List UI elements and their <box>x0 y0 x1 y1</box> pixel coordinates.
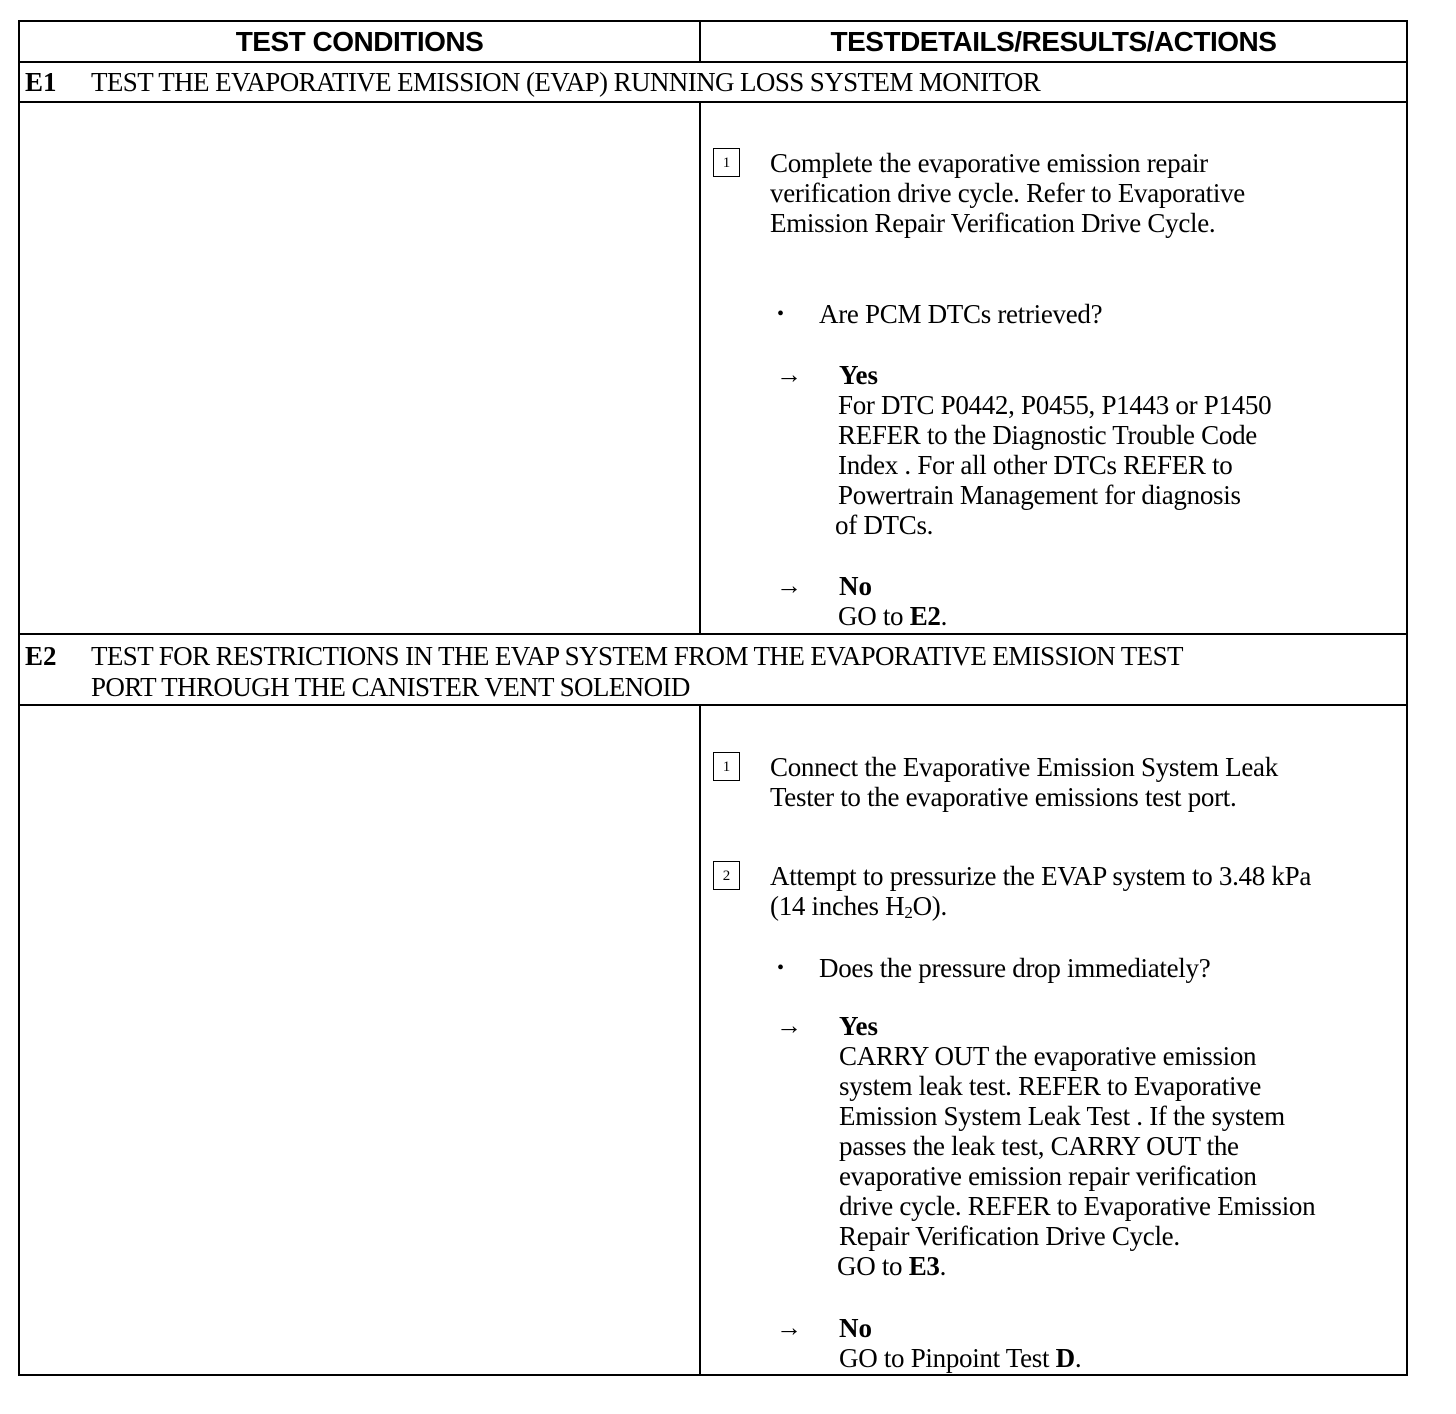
table-border-right <box>1406 20 1408 1376</box>
answer-yes-label: Yes <box>839 1011 878 1041</box>
answer-no-action: GO to Pinpoint Test D. <box>839 1343 1082 1373</box>
question-text: Does the pressure drop immediately? <box>819 953 1211 983</box>
bullet-icon: • <box>777 957 785 979</box>
answer-no-action: GO to E2. <box>838 601 948 631</box>
go-to-target: E2 <box>909 601 941 631</box>
step-text: Complete the evaporative emission repair verification drive cycle. Refer to Evaporative Emission Repair Verification Drive Cycle. <box>770 148 1245 238</box>
step-number-box: 1 <box>713 752 740 781</box>
header-test-conditions: TEST CONDITIONS <box>235 26 484 57</box>
arrow-right-icon: → <box>776 1313 802 1342</box>
arrow-right-icon: → <box>776 1011 802 1040</box>
answer-yes-label: Yes <box>839 360 878 390</box>
section-title-e1: TEST THE EVAPORATIVE EMISSION (EVAP) RUNNING LOSS SYSTEM MONITOR <box>91 67 1041 97</box>
step-text: Connect the Evaporative Emission System Leak Tester to the evaporative emissions test port. <box>770 752 1278 812</box>
section-id-e1: E1 <box>25 67 57 97</box>
arrow-right-icon: → <box>776 571 802 600</box>
step-number-box: 2 <box>713 861 740 890</box>
answer-yes-text: CARRY OUT the evaporative emission system leak test. REFER to Evaporative Emission System Leak Test . If the system passes the leak test, CARRY OUT the evaporative emission repair verification drive cycle. REFER to Evaporative Emission Repair Verification Drive Cycle. GO to E3. <box>837 1041 1316 1281</box>
step-number-box: 1 <box>713 148 740 177</box>
bullet-icon: • <box>777 303 785 325</box>
go-to-target: D <box>1055 1343 1075 1373</box>
e1-title-divider <box>18 101 1408 103</box>
go-to-target: E3 <box>908 1251 940 1281</box>
section-title-e2: TEST FOR RESTRICTIONS IN THE EVAP SYSTEM FROM THE EVAPORATIVE EMISSION TEST PORT THROUGH THE CANISTER VENT SOLENOID <box>91 641 1183 702</box>
section-id-e2: E2 <box>25 641 57 671</box>
table-border-left <box>18 20 20 1376</box>
answer-no-label: No <box>839 1313 872 1343</box>
e2-title-top-divider <box>18 633 1408 635</box>
table-border-bottom <box>18 1374 1408 1376</box>
e2-title-divider <box>18 704 1408 706</box>
question-text: Are PCM DTCs retrieved? <box>819 299 1103 329</box>
arrow-right-icon: → <box>776 360 802 389</box>
column-divider-e2 <box>699 705 701 1375</box>
column-divider-e1 <box>699 102 701 635</box>
step-text: Attempt to pressurize the EVAP system to 3.48 kPa (14 inches $H_2O$). <box>770 861 1312 922</box>
header-test-details: TESTDETAILS/RESULTS/ACTIONS <box>830 26 1277 57</box>
answer-no-label: No <box>839 571 872 601</box>
answer-yes-text: For DTC P0442, P0455, P1443 or P1450 REFER to the Diagnostic Trouble Code Index . For all other DTCs REFER to Powertrain Management for diagnosis of DTCs. <box>835 390 1272 540</box>
